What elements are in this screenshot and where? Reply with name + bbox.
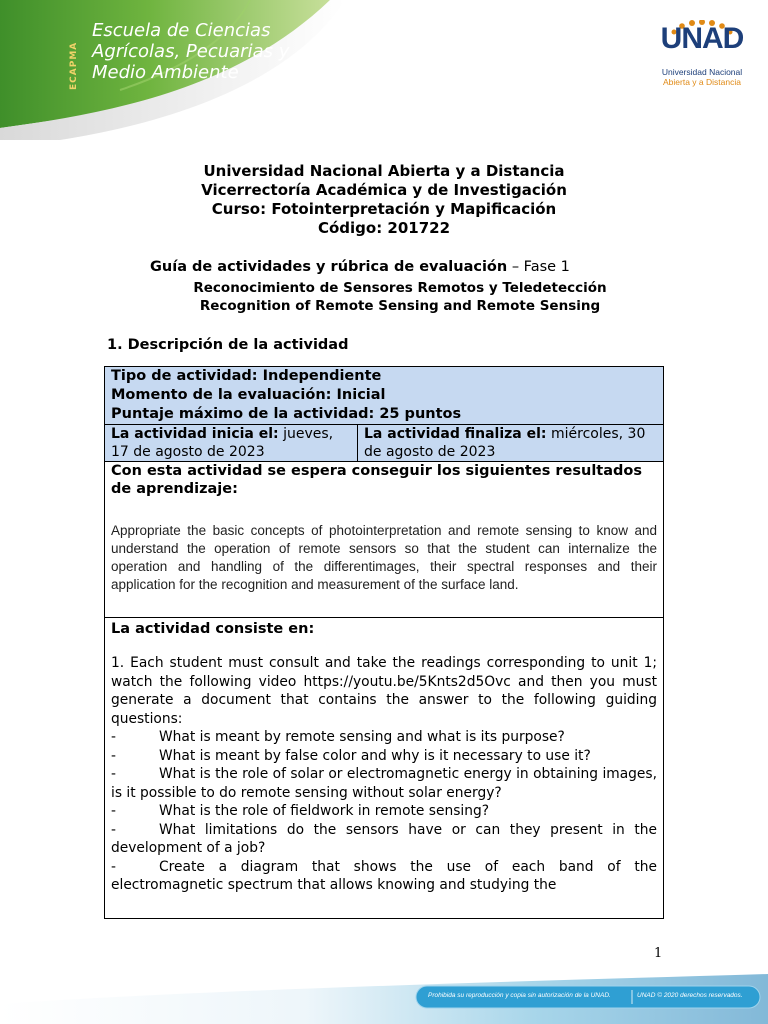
instruction-intro: 1. Each student must consult and take the readings corresponding to unit 1; watch the following video https://youtu.be/5Knts2d5Ovc and then you must generate a document that contains the answer to the following guiding questions: (111, 655, 657, 727)
guiding-question: - What is the role of solar or electromagnetic energy in obtaining images, is it possible to do remote sensing without solar energy? (111, 766, 657, 801)
learning-outcomes-text: Appropriate the basic concepts of photointerpretation and remote sensing to know and understand the operation of remote sensors so that the student can internalize the operation and handling of the differentimages, their spectral responses and their application for the recognition and measurement of the surface land. (111, 523, 657, 592)
vicerrectoria-title: Vicerrectoría Académica y de Investigación (201, 181, 567, 199)
phase-title-en: Recognition of Remote Sensing and Remote Sensing (199, 298, 601, 314)
school-name-line-3: Medio Ambiente (92, 62, 239, 83)
guide-title-phase: – Fase 1 (507, 259, 570, 275)
unad-logo-text: UNAD (660, 22, 744, 55)
course-title: Curso: Fotointerpretación y Mapificación (211, 200, 557, 218)
activity-type: Tipo de actividad: Independiente (111, 368, 382, 384)
activity-description-cell (105, 618, 664, 919)
start-date-value: jueves, 17 de agosto de 2023 (111, 426, 334, 460)
school-name-line-2: Agrícolas, Pecuarias y (92, 41, 290, 62)
start-date-label: La actividad inicia el: (111, 426, 279, 442)
max-score: Puntaje máximo de la actividad: 25 puntos (111, 406, 462, 422)
start-date-cell (105, 425, 358, 462)
unad-logo-subtitle (652, 67, 752, 87)
unad-logo-sub-line-1: Universidad Nacional (661, 67, 743, 77)
school-name-line-1: Escuela de Ciencias (92, 20, 271, 41)
guiding-question: - What is meant by false color and why is it necessary to use it? (111, 747, 591, 764)
section-title: 1. Descripción de la actividad (107, 337, 349, 353)
end-date-value: miércoles, 30 de agosto de 2023 (364, 426, 646, 460)
evaluation-moment: Momento de la evaluación: Inicial (111, 387, 386, 403)
guiding-question: - What limitations do the sensors have or can they present in the development of a job? (111, 821, 657, 856)
guiding-question: - What is the role of fieldwork in remote sensing? (111, 803, 490, 819)
guiding-question: - What is meant by remote sensing and what is its purpose? (111, 729, 565, 745)
course-code: Código: 201722 (317, 219, 451, 237)
phase-titles (0, 279, 768, 315)
guide-title (150, 259, 570, 275)
phase-title-es: Reconocimiento de Sensores Remotos y Teledetección (193, 280, 607, 296)
guiding-question: - Create a diagram that shows the use of each band of the electromagnetic spectrum that allows knowing and studying the (111, 858, 657, 893)
university-title: Universidad Nacional Abierta y a Distancia (203, 162, 565, 180)
end-date-label: La actividad finaliza el: (364, 426, 547, 442)
guide-title-bold: Guía de actividades y rúbrica de evaluación (150, 259, 508, 275)
learning-outcomes-title: Con esta actividad se espera conseguir los siguientes resultados de aprendizaje: (111, 463, 642, 497)
school-acronym: ECAPMA (69, 41, 79, 91)
footer-copyright-notice: Prohibida su reproducción y copia sin autorización de la UNAD. (428, 992, 611, 999)
school-name (92, 20, 292, 83)
activity-table (104, 366, 664, 919)
page-number: 1 (654, 946, 663, 961)
activity-instructions (111, 654, 657, 895)
end-date-cell (358, 425, 664, 462)
document-titles (0, 162, 768, 238)
unad-logo-sub-line-2: Abierta y a Distancia (663, 77, 741, 87)
activity-consists-title: La actividad consiste en: (111, 621, 315, 637)
footer-rights: UNAD © 2020 derechos reservados. (637, 992, 743, 999)
learning-outcomes-cell (105, 462, 664, 618)
activity-summary-cell (105, 367, 664, 425)
